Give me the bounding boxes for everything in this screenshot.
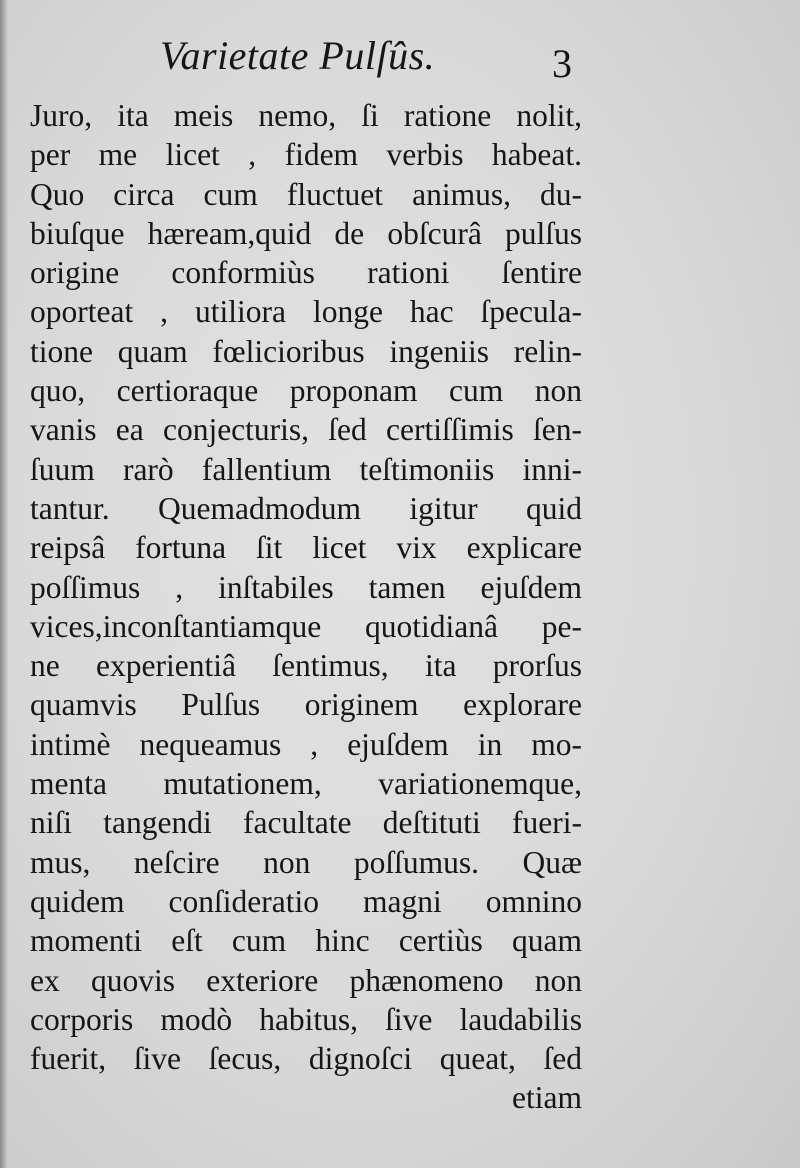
text-line: per me licet , fidem verbis habeat. bbox=[30, 137, 582, 173]
text-line: vices,inconſtantiamque quotidianâ pe- bbox=[30, 608, 582, 644]
text-line: quamvis Pulſus originem explorare bbox=[30, 687, 582, 723]
text-line: niſi tangendi facultate deſtituti fueri- bbox=[30, 805, 582, 841]
text-line: menta mutationem, variationemque, bbox=[30, 766, 582, 802]
running-title: Varietate Pulſûs. bbox=[160, 33, 436, 78]
text-line: vanis ea conjecturis, ſed certiſſimis ſen- bbox=[30, 412, 582, 448]
text-line: tione quam fœlicioribus ingeniis relin- bbox=[30, 333, 582, 369]
text-line: Quo circa cum fluctuet animus, du- bbox=[30, 176, 582, 212]
text-line: quidem conſideratio magni omnino bbox=[30, 883, 582, 919]
body-text bbox=[30, 96, 582, 1118]
text-line: ex quovis exteriore phænomeno non bbox=[30, 962, 582, 998]
text-line: fuerit, ſive ſecus, dignoſci queat, ſed bbox=[30, 1041, 582, 1077]
catchword: etiam bbox=[512, 1080, 582, 1116]
text-line: intimè nequeamus , ejuſdem in mo- bbox=[30, 726, 582, 762]
text-line: mus, neſcire non poſſumus. Quæ bbox=[30, 844, 582, 880]
text-line: corporis modò habitus, ſive laudabilis bbox=[30, 1001, 582, 1037]
text-line: ſuum rarò fallentium teſtimoniis inni- bbox=[30, 451, 582, 487]
text-line: poſſimus , inſtabiles tamen ejuſdem bbox=[30, 569, 582, 605]
text-line: biuſque hæream,quid de obſcurâ pulſus bbox=[30, 215, 582, 251]
text-line: ne experientiâ ſentimus, ita prorſus bbox=[30, 648, 582, 684]
text-line: origine conformiùs rationi ſentire bbox=[30, 255, 582, 291]
page-number: 3 bbox=[552, 41, 572, 86]
text-line: quo, certioraque proponam cum non bbox=[30, 373, 582, 409]
text-line: momenti eſt cum hinc certiùs quam bbox=[30, 923, 582, 959]
text-line: Juro, ita meis nemo, ſi ratione nolit, bbox=[30, 98, 582, 133]
text-line: tantur. Quemadmodum igitur quid bbox=[30, 490, 582, 526]
page-header bbox=[0, 26, 800, 86]
page-gutter-shadow bbox=[0, 0, 8, 1168]
text-line: reipsâ fortuna ſit licet vix explicare bbox=[30, 530, 582, 566]
text-line: oporteat , utiliora longe hac ſpecula- bbox=[30, 294, 582, 330]
